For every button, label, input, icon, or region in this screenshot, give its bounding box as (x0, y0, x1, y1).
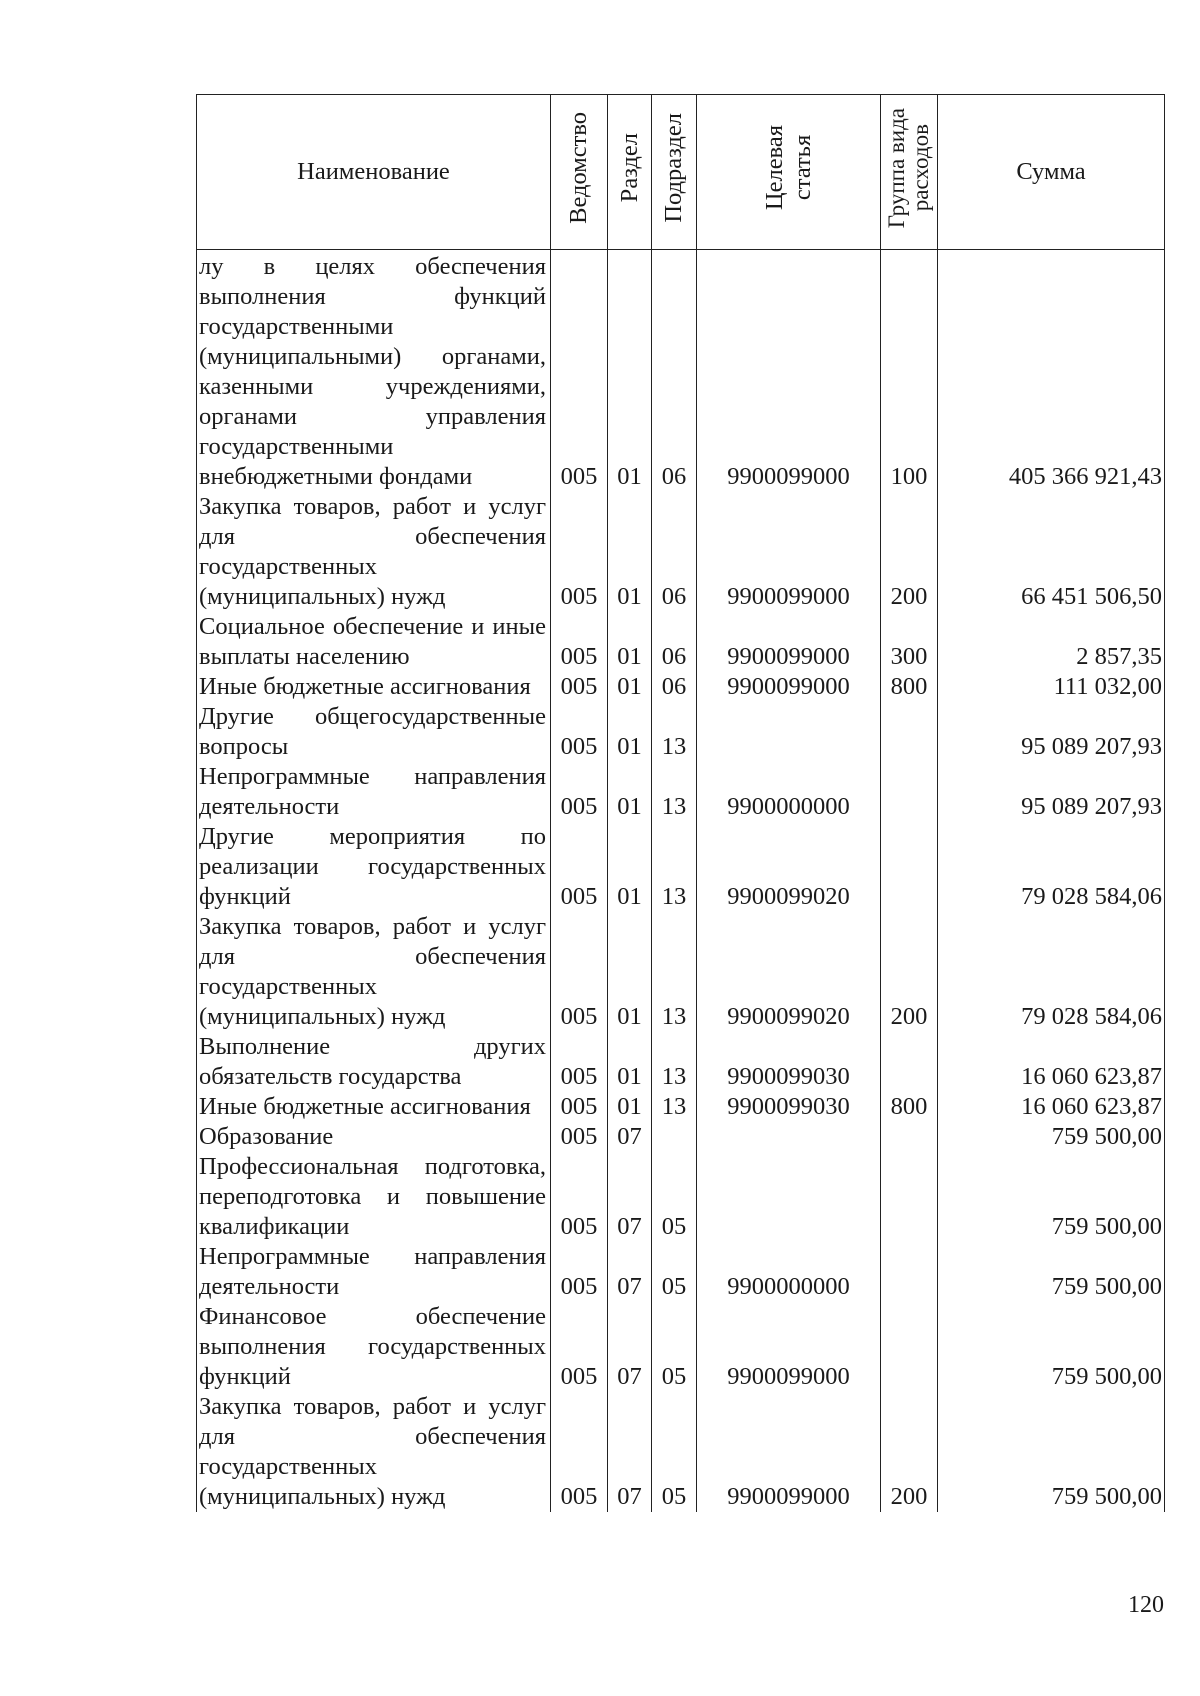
table-row (197, 1032, 1165, 1092)
cell-celevaya-statya: 9900099000 (697, 250, 881, 493)
cell-gruppa: 800 (881, 1092, 938, 1122)
cell-gruppa (881, 822, 938, 912)
cell-summa: 759 500,00 (938, 1152, 1165, 1242)
table-row (197, 1152, 1165, 1242)
table-row (197, 250, 1165, 493)
cell-summa: 759 500,00 (938, 1392, 1165, 1512)
cell-gruppa: 100 (881, 250, 938, 493)
cell-celevaya-statya: 9900099020 (697, 822, 881, 912)
cell-gruppa (881, 762, 938, 822)
cell-summa: 79 028 584,06 (938, 912, 1165, 1032)
table-row (197, 672, 1165, 702)
cell-celevaya-statya (697, 1122, 881, 1152)
cell-vedomstvo: 005 (551, 1392, 608, 1512)
budget-table (196, 94, 1165, 1512)
header-row (197, 95, 1165, 250)
cell-name: Профессиональная подготовка, переподготовка и повышение квалификации (197, 1152, 551, 1242)
cell-vedomstvo: 005 (551, 492, 608, 612)
cell-celevaya-statya (697, 702, 881, 762)
cell-vedomstvo: 005 (551, 250, 608, 493)
cell-summa: 16 060 623,87 (938, 1092, 1165, 1122)
cell-podrazdel: 05 (652, 1152, 697, 1242)
cell-vedomstvo: 005 (551, 1302, 608, 1392)
cell-vedomstvo: 005 (551, 1032, 608, 1092)
cell-celevaya-statya: 9900099030 (697, 1032, 881, 1092)
cell-podrazdel: 06 (652, 672, 697, 702)
cell-celevaya-statya: 9900099000 (697, 612, 881, 672)
cell-gruppa (881, 1122, 938, 1152)
cell-summa: 2 857,35 (938, 612, 1165, 672)
cell-name: Иные бюджетные ассигнования (197, 672, 551, 702)
cell-vedomstvo: 005 (551, 1152, 608, 1242)
table-row (197, 492, 1165, 612)
cell-podrazdel: 05 (652, 1392, 697, 1512)
cell-vedomstvo: 005 (551, 1242, 608, 1302)
cell-razdel: 01 (608, 822, 652, 912)
header-celevaya-statya: Целевая статья (697, 95, 881, 250)
cell-summa: 95 089 207,93 (938, 762, 1165, 822)
table-row (197, 1092, 1165, 1122)
cell-name: Финансовое обеспечение выполнения государственных функций (197, 1302, 551, 1392)
header-summa: Сумма (938, 95, 1165, 250)
cell-celevaya-statya: 9900099000 (697, 1392, 881, 1512)
cell-summa: 95 089 207,93 (938, 702, 1165, 762)
cell-vedomstvo: 005 (551, 702, 608, 762)
cell-vedomstvo: 005 (551, 1092, 608, 1122)
cell-gruppa: 800 (881, 672, 938, 702)
cell-razdel: 01 (608, 762, 652, 822)
cell-celevaya-statya: 9900099000 (697, 1302, 881, 1392)
table-body (197, 250, 1165, 1513)
cell-name: Закупка товаров, работ и услуг для обеспечения государственных (муниципальных) нужд (197, 492, 551, 612)
cell-razdel: 07 (608, 1152, 652, 1242)
table-row (197, 822, 1165, 912)
table-row (197, 1242, 1165, 1302)
header-name: Наименование (197, 95, 551, 250)
cell-gruppa: 300 (881, 612, 938, 672)
cell-razdel: 07 (608, 1302, 652, 1392)
cell-name: Непрограммные направления деятельности (197, 1242, 551, 1302)
cell-name: Непрограммные направления деятельности (197, 762, 551, 822)
cell-podrazdel: 13 (652, 702, 697, 762)
cell-razdel: 07 (608, 1122, 652, 1152)
cell-gruppa: 200 (881, 912, 938, 1032)
cell-summa: 66 451 506,50 (938, 492, 1165, 612)
cell-podrazdel: 05 (652, 1242, 697, 1302)
cell-razdel: 01 (608, 1092, 652, 1122)
cell-summa: 16 060 623,87 (938, 1032, 1165, 1092)
table-row (197, 762, 1165, 822)
cell-celevaya-statya: 9900000000 (697, 1242, 881, 1302)
cell-vedomstvo: 005 (551, 822, 608, 912)
cell-celevaya-statya: 9900099000 (697, 492, 881, 612)
cell-name: Выполнение других обязательств государства (197, 1032, 551, 1092)
table-row (197, 612, 1165, 672)
header-podrazdel: Подраздел (652, 95, 697, 250)
cell-gruppa (881, 1302, 938, 1392)
cell-podrazdel: 13 (652, 1032, 697, 1092)
table-row (197, 1392, 1165, 1512)
cell-name: Иные бюджетные ассигнования (197, 1092, 551, 1122)
cell-celevaya-statya: 9900099030 (697, 1092, 881, 1122)
cell-name: Закупка товаров, работ и услуг для обеспечения государственных (муниципальных) нужд (197, 1392, 551, 1512)
cell-vedomstvo: 005 (551, 762, 608, 822)
table-header (197, 95, 1165, 250)
cell-name: Социальное обеспечение и иные выплаты населению (197, 612, 551, 672)
cell-vedomstvo: 005 (551, 612, 608, 672)
cell-podrazdel: 06 (652, 492, 697, 612)
cell-podrazdel: 05 (652, 1302, 697, 1392)
cell-podrazdel: 13 (652, 762, 697, 822)
cell-name: Другие мероприятия по реализации государственных функций (197, 822, 551, 912)
table-row (197, 1302, 1165, 1392)
table-row (197, 702, 1165, 762)
table-row (197, 912, 1165, 1032)
cell-podrazdel: 13 (652, 1092, 697, 1122)
cell-summa: 759 500,00 (938, 1122, 1165, 1152)
cell-summa: 759 500,00 (938, 1302, 1165, 1392)
cell-gruppa: 200 (881, 1392, 938, 1512)
cell-summa: 759 500,00 (938, 1242, 1165, 1302)
cell-gruppa: 200 (881, 492, 938, 612)
cell-razdel: 01 (608, 492, 652, 612)
cell-vedomstvo: 005 (551, 912, 608, 1032)
cell-podrazdel (652, 1122, 697, 1152)
cell-gruppa (881, 1242, 938, 1302)
cell-podrazdel: 06 (652, 250, 697, 493)
cell-celevaya-statya: 9900099020 (697, 912, 881, 1032)
cell-razdel: 01 (608, 250, 652, 493)
cell-vedomstvo: 005 (551, 672, 608, 702)
cell-summa: 405 366 921,43 (938, 250, 1165, 493)
cell-razdel: 01 (608, 702, 652, 762)
cell-celevaya-statya: 9900099000 (697, 672, 881, 702)
cell-podrazdel: 06 (652, 612, 697, 672)
cell-podrazdel: 13 (652, 822, 697, 912)
cell-razdel: 01 (608, 912, 652, 1032)
cell-name: Образование (197, 1122, 551, 1152)
cell-name: Закупка товаров, работ и услуг для обеспечения государственных (муниципальных) нужд (197, 912, 551, 1032)
cell-gruppa (881, 1152, 938, 1242)
cell-name: Другие общегосударственные вопросы (197, 702, 551, 762)
cell-razdel: 01 (608, 612, 652, 672)
cell-gruppa (881, 702, 938, 762)
cell-celevaya-statya: 9900000000 (697, 762, 881, 822)
cell-razdel: 07 (608, 1392, 652, 1512)
header-gruppa-vida-rashodov: Группа вида расходов (881, 95, 938, 250)
page-number: 120 (1128, 1592, 1164, 1618)
cell-razdel: 01 (608, 672, 652, 702)
header-vedomstvo: Ведомство (551, 95, 608, 250)
cell-razdel: 07 (608, 1242, 652, 1302)
table-row (197, 1122, 1165, 1152)
cell-vedomstvo: 005 (551, 1122, 608, 1152)
cell-gruppa (881, 1032, 938, 1092)
cell-summa: 79 028 584,06 (938, 822, 1165, 912)
cell-celevaya-statya (697, 1152, 881, 1242)
cell-summa: 111 032,00 (938, 672, 1165, 702)
cell-name: лу в целях обеспечения выполнения функций государственными (муниципальными) органами, казенными учреждениями, органами управления государственными внебюджетными фондами (197, 250, 551, 493)
cell-razdel: 01 (608, 1032, 652, 1092)
cell-podrazdel: 13 (652, 912, 697, 1032)
header-razdel: Раздел (608, 95, 652, 250)
